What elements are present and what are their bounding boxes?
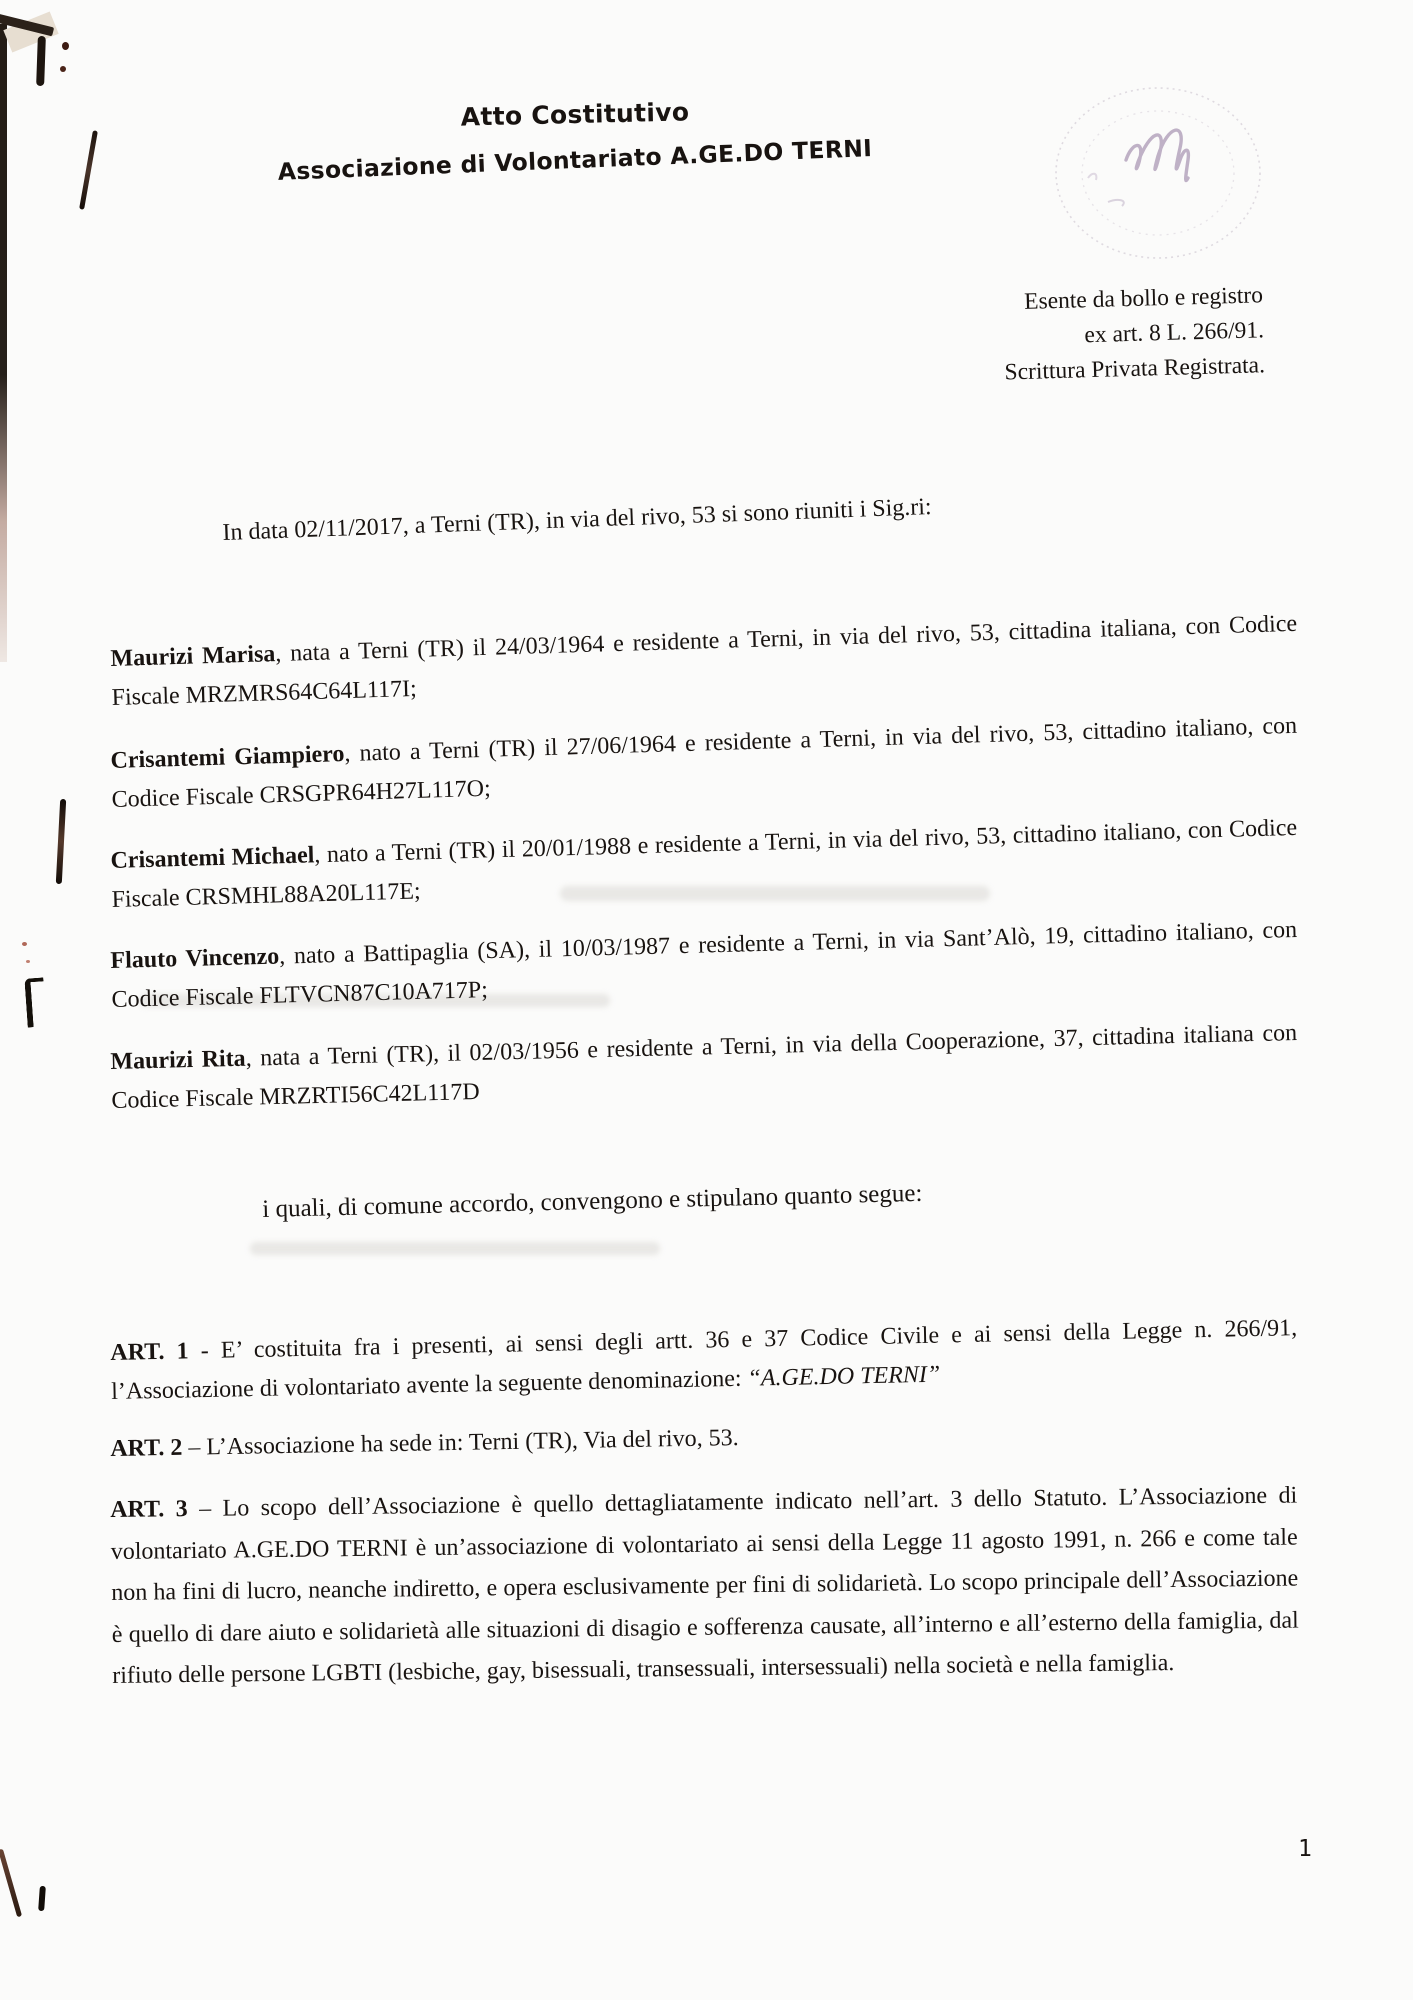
ink-dot: [62, 42, 69, 50]
article-separator: –: [187, 1495, 223, 1523]
pen-mark-bottom-left: [0, 1849, 22, 1918]
article-2: [110, 1409, 1297, 1469]
pen-tick-bottom: [38, 1886, 46, 1911]
pen-bracket-mark: [24, 977, 46, 1027]
party-name: Crisantemi Giampiero: [110, 741, 345, 774]
ink-stamp: [1048, 82, 1268, 264]
article-text: Lo scopo dell’Associazione è quello dettagliatamente indicato nell’art. 3 dello Statuto. L’Associazione di volontariato A.GE.DO TERNI è un’associazione di volontariato ai sensi della Legge 11 agosto 1991, n. 266 e come tale non ha fini di lucro, neanche indiretto, e opera esclusivamente per fini di solidarietà. Lo scopo principale dell’Associazione è quello di dare aiuto e solidarietà alle situazioni di disagio e sofferenza causate, all’interno e all’esterno della famiglia, dal rifiuto delle persone LGBTI (lesbiche, gay, bisessuali, transessuali, intersessuali) nella società e nella famiglia.: [110, 1482, 1299, 1689]
article-1: [110, 1309, 1298, 1412]
article-label: ART. 2: [110, 1434, 183, 1462]
article-separator: –: [182, 1434, 207, 1461]
party-details: , nata a Terni (TR), il 02/03/1956 e residente a Terni, in via della Cooperazione, 37, cittadina italiana con Codice Fiscale MRZRTI56C42L117D: [111, 1019, 1298, 1114]
intro-line: In data 02/11/2017, a Terni (TR), in via del rivo, 53 si sono riuniti i Sig.ri:: [222, 493, 933, 546]
party-details: , nato a Terni (TR) il 20/01/1988 e residente a Terni, in via del rivo, 53, cittadino italiano, con Codice Fiscale CRSMHL88A20L117E;: [111, 814, 1298, 913]
ink-speck: [22, 942, 27, 946]
party-name: Maurizi Marisa: [110, 641, 276, 672]
party-name: Crisantemi Michael: [110, 842, 315, 874]
article-separator: -: [188, 1337, 222, 1365]
party-details: , nato a Battipaglia (SA), il 10/03/1987 e residente a Terni, in via Sant’Alò, 19, cittadino italiano, con Codice Fiscale FLTVCN87C10A717P;: [111, 916, 1298, 1013]
pen-mark-middle: [56, 799, 66, 884]
scan-smudge: [250, 1242, 660, 1255]
article-label: ART. 1: [110, 1338, 189, 1366]
registration-note: [849, 278, 1266, 395]
registration-line: Esente da bollo e registro: [1023, 282, 1264, 315]
registration-line: ex art. 8 L. 266/91.: [1084, 317, 1265, 349]
document-subtitle: Associazione di Volontariato A.GE.DO TERNI: [277, 134, 873, 186]
pen-mark-top: [36, 36, 46, 86]
party-details: , nato a Terni (TR) il 27/06/1964 e residente a Terni, in via del rivo, 53, cittadino italiano, con Codice Fiscale CRSGPR64H27L117O;: [111, 712, 1298, 813]
ink-dot: [60, 66, 66, 72]
party-paragraph: [110, 707, 1299, 820]
ink-speck: [26, 960, 30, 963]
article-text: E’ costituita fra i presenti, ai sensi degli artt. 36 e 37 Codice Civile e ai sensi della Legge n. 266/91, l’Associazione di volontariato avente la seguente denominazione:: [110, 1315, 1298, 1405]
party-name: Flauto Vincenzo: [110, 943, 280, 974]
party-paragraph: [110, 1014, 1299, 1121]
party-paragraph: [110, 911, 1299, 1020]
party-paragraph: [110, 605, 1299, 718]
agreement-line: i quali, di comune accordo, convengono e stipulano quanto segue:: [262, 1179, 923, 1223]
party-details: , nata a Terni (TR) il 24/03/1964 e residente a Terni, in via del rivo, 53, cittadina italiana, con Codice Fiscale MRZMRS64C64L117I;: [111, 610, 1298, 711]
page-number: 1: [1298, 1836, 1312, 1862]
party-name: Maurizi Rita: [110, 1045, 246, 1075]
article-text: L’Associazione ha sede in: Terni (TR), Via del rivo, 53.: [206, 1425, 739, 1461]
registration-line: Scrittura Privata Registrata.: [1004, 352, 1266, 386]
article-3: [110, 1475, 1299, 1697]
document-header: [75, 97, 1075, 186]
article-label: ART. 3: [110, 1496, 188, 1523]
scan-edge-strip: [0, 24, 7, 662]
party-paragraph: [110, 809, 1299, 920]
document-title: Atto Costitutivo: [460, 97, 690, 132]
association-name-quoted: “A.GE.DO TERNI”: [747, 1361, 941, 1392]
